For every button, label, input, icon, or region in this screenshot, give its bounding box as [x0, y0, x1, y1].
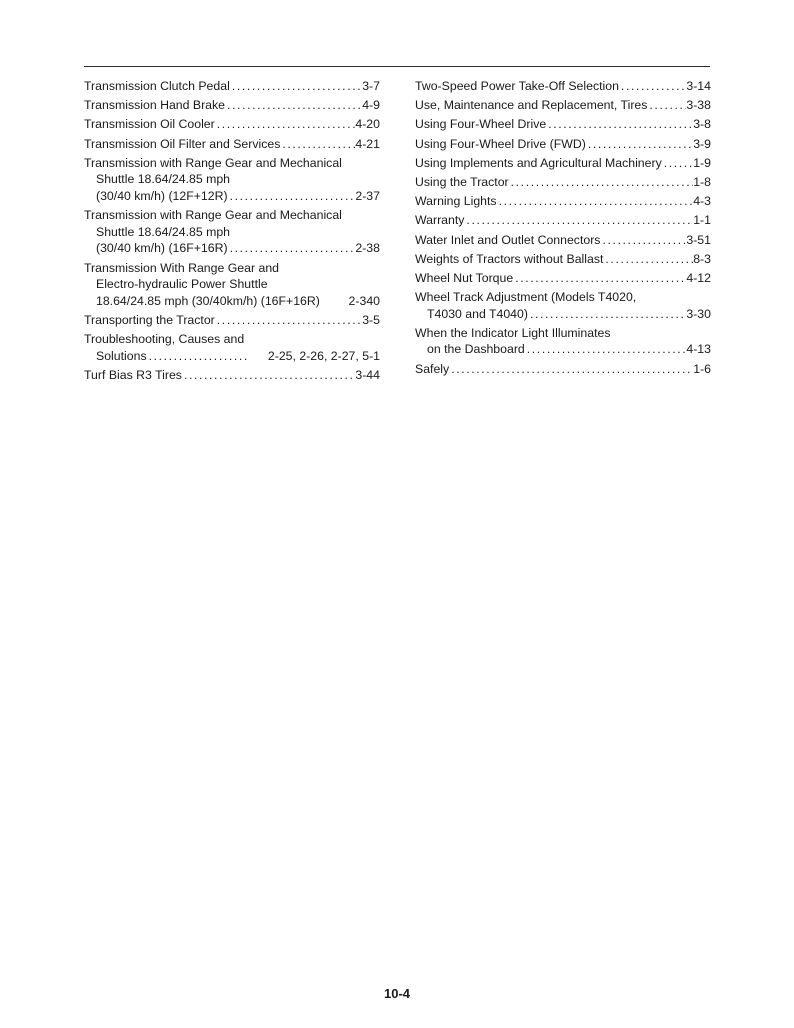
dot-leader [647, 97, 686, 114]
index-entry-line [84, 116, 380, 133]
index-column-left [84, 78, 380, 386]
index-page-ref: 3-51 [686, 232, 711, 247]
index-entry-text: Transmission Oil Filter and Services [84, 136, 281, 151]
index-page-ref: 4-12 [686, 270, 711, 285]
index-entry-line [84, 312, 380, 329]
index-entry [84, 312, 380, 329]
dot-leader [280, 136, 355, 153]
index-entry [84, 331, 380, 364]
index-entry-text: Transmission with Range Gear and Mechanical [84, 208, 342, 223]
index-entry-text: Using Implements and Agricultural Machinery [415, 155, 662, 170]
index-entry-line [84, 331, 380, 348]
index-entry-line [415, 341, 711, 358]
dot-leader [449, 361, 693, 378]
index-page-ref: 1-8 [693, 174, 711, 189]
dot-leader [586, 136, 693, 153]
index-entry-text: 18.64/24.85 mph (30/40km/h) (16F+16R) [96, 293, 320, 308]
dot-leader [603, 251, 693, 268]
index-entry-line [84, 155, 380, 172]
index-entry-line [84, 136, 380, 153]
index-entry-text: Turf Bias R3 Tires [84, 367, 182, 382]
index-page-ref: 4-3 [693, 194, 711, 209]
index-entry-text: Weights of Tractors without Ballast [415, 251, 604, 266]
index-entry [415, 325, 711, 358]
index-entry-line [415, 325, 711, 342]
index-entry [415, 78, 711, 95]
dot-leader [464, 212, 693, 229]
index-page-ref: 3-7 [362, 79, 380, 93]
index-page-ref: 2-25, 2-26, 2-27, 5-1 [267, 348, 380, 363]
index-entry-text: Water Inlet and Outlet Connectors [415, 232, 601, 247]
index-entry-line [84, 207, 380, 224]
index-page-ref: 1-6 [693, 361, 711, 376]
dot-leader [225, 97, 362, 114]
index-entry-line [84, 293, 380, 310]
index-entry-text: When the Indicator Light Illuminates [415, 325, 611, 340]
index-entry [84, 136, 380, 153]
index-entry-text: (30/40 km/h) (12F+12R) [96, 188, 228, 203]
dot-leader [497, 193, 694, 210]
index-entry [84, 367, 380, 384]
index-entry [415, 116, 711, 133]
index-entry-line [84, 348, 380, 365]
index-entry-text: Use, Maintenance and Replacement, Tires [415, 98, 648, 113]
index-page-ref: 2-38 [355, 241, 380, 256]
index-page-ref: 2-340 [348, 293, 380, 308]
index-entry [415, 212, 711, 229]
index-entry [415, 270, 711, 287]
index-page-ref: 3-14 [686, 79, 711, 93]
index-entry-text: Troubleshooting, Causes and [84, 332, 245, 347]
index-entry-line [415, 306, 711, 323]
dot-leader [230, 78, 362, 95]
index-entry-text: Transmission With Range Gear and [84, 260, 280, 275]
index-entry [84, 155, 380, 205]
index-entry-text: Shuttle 18.64/24.85 mph [96, 224, 230, 239]
index-entry [415, 361, 711, 378]
index-entry-line [84, 276, 380, 293]
index-page-ref: 4-21 [355, 136, 380, 151]
index-page-ref: 8-3 [693, 251, 711, 266]
index-entry-text: on the Dashboard [427, 342, 525, 357]
dot-leader [509, 174, 694, 191]
index-entry-line [84, 260, 380, 277]
index-entry [415, 251, 711, 268]
index-entry-line [415, 212, 711, 229]
index-entry-line [415, 270, 711, 287]
index-entry-text: Transmission Oil Cooler [84, 117, 215, 132]
dot-leader [320, 293, 345, 310]
index-entry-text: Transporting the Tractor [84, 312, 215, 327]
index-page-ref: 3-38 [686, 98, 711, 113]
index-entry-line [84, 78, 380, 95]
index-entry-line [415, 155, 711, 172]
index-entry [415, 136, 711, 153]
index-entry-text: Safely [415, 361, 450, 376]
index-page-ref: 4-9 [362, 98, 380, 113]
index-entry-text: Electro-hydraulic Power Shuttle [96, 277, 268, 292]
index-page-ref: 3-9 [693, 136, 711, 151]
index-entry-text: Warning Lights [415, 194, 497, 209]
index-entry [84, 116, 380, 133]
index-entry-line [415, 136, 711, 153]
index-entry-text: Shuttle 18.64/24.85 mph [96, 172, 230, 187]
index-entry [415, 232, 711, 249]
index-entry-text: Transmission Hand Brake [84, 98, 226, 113]
index-entry-line [84, 97, 380, 114]
dot-leader [215, 116, 356, 133]
index-entry-text: Warranty [415, 213, 465, 228]
index-entry-text: T4030 and T4040) [427, 306, 528, 321]
dot-leader [182, 367, 355, 384]
dot-leader [525, 341, 687, 358]
index-entry-line [415, 289, 711, 306]
index-entry-line [415, 251, 711, 268]
index-entry-line [84, 171, 380, 188]
index-entry [84, 97, 380, 114]
index-page-ref: 3-44 [355, 367, 380, 382]
header-rule [84, 66, 710, 67]
dot-leader [546, 116, 693, 133]
index-page-ref: 4-13 [686, 342, 711, 357]
index-entry-line [415, 193, 711, 210]
index-entry-line [415, 78, 711, 95]
index-entry-text: Using Four-Wheel Drive (FWD) [415, 136, 586, 151]
index-entry-text: Transmission with Range Gear and Mechanical [84, 155, 342, 170]
index-entry-line [84, 188, 380, 205]
dot-leader [228, 188, 356, 205]
index-entry-text: Using the Tractor [415, 174, 509, 189]
index-entry-text: Two-Speed Power Take-Off Selection [415, 79, 619, 93]
index-page-ref: 1-9 [693, 155, 711, 170]
index-page-ref: 3-30 [686, 306, 711, 321]
dot-leader [228, 240, 356, 257]
index-page-ref: 1-1 [693, 213, 711, 228]
index-entry [84, 260, 380, 310]
index-entry-text: Using Four-Wheel Drive [415, 117, 547, 132]
dot-leader [662, 155, 693, 172]
index-entry [84, 207, 380, 257]
index-entry-line [84, 240, 380, 257]
index-entry-line [415, 232, 711, 249]
index-column-right [415, 78, 711, 380]
dot-leader [619, 78, 686, 95]
dot-leader [147, 348, 249, 365]
index-entry-line [84, 367, 380, 384]
index-entry-line [415, 361, 711, 378]
index-entry-line [415, 174, 711, 191]
index-entry-line [84, 224, 380, 241]
index-entry [415, 289, 711, 322]
index-entry [415, 97, 711, 114]
index-entry-text: Transmission Clutch Pedal [84, 79, 230, 93]
index-entry-text: Wheel Nut Torque [415, 270, 514, 285]
index-page-ref: 2-37 [355, 188, 380, 203]
index-entry-text: Solutions [96, 348, 147, 363]
index-entry-text: (30/40 km/h) (16F+16R) [96, 241, 228, 256]
index-entry-text: Wheel Track Adjustment (Models T4020, [415, 290, 637, 305]
index-entry [84, 78, 380, 95]
dot-leader [600, 232, 686, 249]
dot-leader [215, 312, 362, 329]
index-page-ref: 3-5 [362, 312, 380, 327]
index-entry [415, 155, 711, 172]
index-entry-line [415, 97, 711, 114]
index-entry [415, 174, 711, 191]
index-entry [415, 193, 711, 210]
index-page-ref: 4-20 [355, 117, 380, 132]
dot-leader [513, 270, 686, 287]
page-number: 10-4 [383, 986, 411, 1001]
index-page-ref: 3-8 [693, 117, 711, 132]
index-entry-line [415, 116, 711, 133]
dot-leader [528, 306, 686, 323]
